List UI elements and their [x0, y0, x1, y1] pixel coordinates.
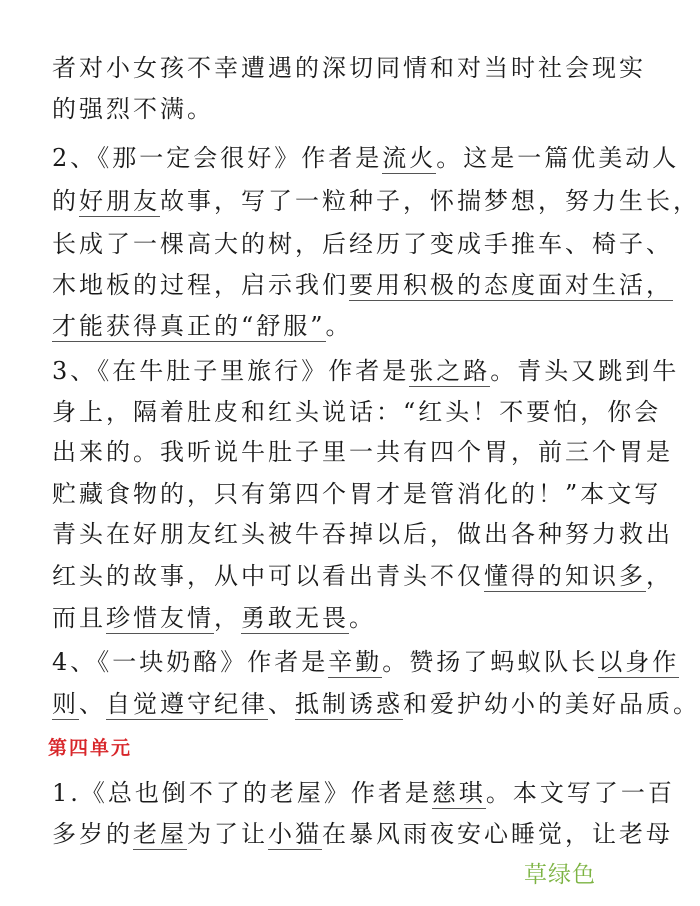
underlined-phrase: 要用积极的态度面对生活， [349, 271, 673, 299]
text-segment: 出来的。我听说牛肚子里一共有四个胃，前三个胃是 [52, 438, 673, 466]
underlined-phrase: 则 [52, 690, 79, 718]
text-segment: 、 [268, 690, 295, 718]
underlined-phrase: 以身作 [598, 648, 680, 676]
text-segment: 在暴风雨夜安心睡觉，让老母 [322, 820, 673, 848]
text-line [52, 603, 600, 633]
unit-heading: 第四单元 [48, 737, 133, 759]
underlined-phrase: 张之路 [409, 357, 491, 385]
underlined-phrase: 懂得的知识多 [484, 562, 646, 590]
underlined-phrase: 才能获得真正的“舒服” [52, 312, 326, 340]
text-segment: 。 [325, 312, 353, 340]
text-segment: 、 [79, 690, 106, 718]
text-segment: 多岁的 [52, 820, 133, 848]
text-line [52, 397, 662, 427]
underlined-phrase: 慈琪 [431, 779, 486, 807]
text-line [52, 270, 673, 300]
underlined-phrase: 珍惜友情 [106, 604, 214, 632]
text-line [52, 647, 680, 677]
text-segment: ， [214, 604, 241, 632]
text-segment: 和爱护幼小的美好品质。 [403, 690, 700, 718]
text-segment: 木地板的过程，启示我们 [52, 271, 349, 299]
text-segment: 。 [349, 604, 376, 632]
text-line [52, 356, 680, 386]
text-segment: 青头在好朋友红头被牛吞掉以后，做出各种努力救出 [52, 520, 673, 548]
text-line [52, 479, 662, 509]
text-segment: 3、《在牛肚子里旅行》作者是 [52, 357, 410, 385]
text-segment: 的强烈不满。 [52, 95, 214, 123]
text-line [52, 311, 600, 341]
watermark: 草绿色 [524, 862, 596, 888]
text-line [52, 778, 675, 808]
underlined-phrase: 小猫 [268, 820, 322, 848]
underlined-phrase: 抵制诱惑 [295, 690, 403, 718]
text-line [52, 229, 673, 259]
text-segment: 而且 [52, 604, 106, 632]
text-line [52, 53, 646, 83]
text-segment: 红头的故事，从中可以看出青头不仅 [52, 562, 484, 590]
underlined-phrase: 自觉遵守纪律 [106, 690, 268, 718]
text-segment: 。青头又跳到牛 [490, 357, 680, 385]
text-segment: 2、《那一定会很好》作者是 [52, 144, 383, 172]
text-segment: 。赞扬了蚂蚁队长 [382, 648, 599, 676]
underlined-phrase: 好朋友 [79, 187, 160, 215]
text-segment: 身上，隔着肚皮和红头说话：“红头！不要怕，你会 [52, 398, 662, 426]
text-line [52, 186, 700, 216]
text-segment: 贮藏食物的，只有第四个胃才是管消化的！”本文写 [52, 480, 662, 508]
text-segment: 故事，写了一粒种子，怀揣梦想，努力生长， [160, 187, 700, 215]
text-line [52, 437, 673, 467]
text-line [52, 143, 680, 173]
text-segment: 1.《总也倒不了的老屋》作者是 [52, 779, 432, 807]
text-segment: 4、《一块奶酪》作者是 [52, 648, 329, 676]
underlined-phrase: 流火 [382, 144, 437, 172]
text-line [52, 561, 673, 591]
text-line [52, 819, 673, 849]
text-segment: ， [646, 562, 673, 590]
text-line [52, 519, 673, 549]
text-segment: 。本文写了一百 [485, 779, 675, 807]
text-segment: 长成了一棵高大的树，后经历了变成手推车、椅子、 [52, 230, 673, 258]
text-segment: 为了让 [187, 820, 268, 848]
text-segment: 。这是一篇优美动人 [436, 144, 680, 172]
underlined-phrase: 辛勤 [328, 648, 383, 676]
text-segment: 的 [52, 187, 79, 215]
text-line [52, 689, 700, 719]
underlined-phrase: 老屋 [133, 820, 187, 848]
underlined-phrase: 勇敢无畏 [241, 604, 349, 632]
text-line [52, 94, 600, 124]
text-segment: 者对小女孩不幸遭遇的深切同情和对当时社会现实 [52, 54, 646, 82]
